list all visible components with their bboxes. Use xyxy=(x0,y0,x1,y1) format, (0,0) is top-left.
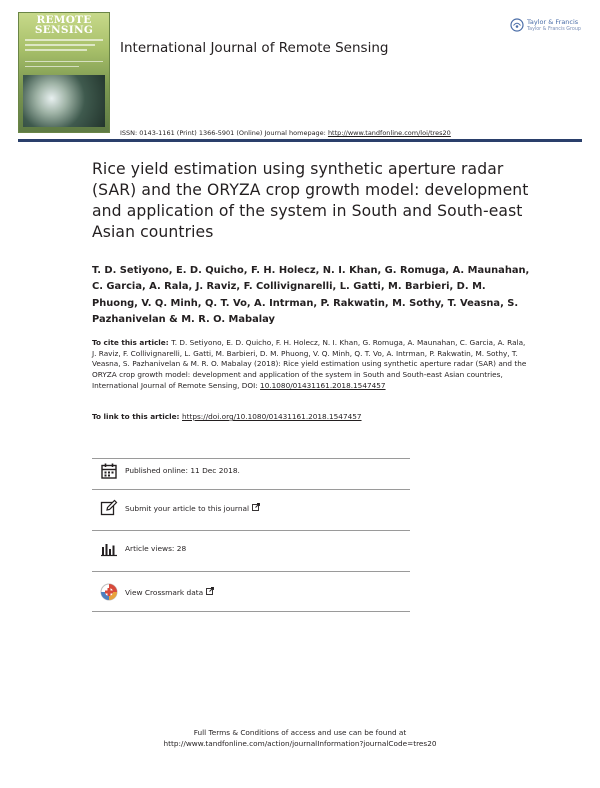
article-views: Article views: 28 xyxy=(125,544,187,553)
article-authors: T. D. Setiyono, E. D. Quicho, F. H. Holecz, N. I. Khan, G. Romuga, A. Maunahan, C. Garcia, A. Rala, J. Raviz, F. Collivignarelli, L. Gatti, M. Barbieri, D. M. Phuong, V. Q. Minh, Q. T. Vo, A. Intrman, P. Rakwatin, M. Sothy, T. Veasna, S. Pazhanivelan & M. R. O. Mabalay xyxy=(92,265,530,325)
footer-terms-link[interactable]: http://www.tandfonline.com/action/journalInformation?journalCode=tres20 xyxy=(163,739,437,748)
header-divider xyxy=(18,139,582,142)
divider xyxy=(92,530,410,531)
article-link-line xyxy=(92,412,532,421)
doi-link[interactable]: 10.1080/01431161.2018.1547457 xyxy=(260,380,386,390)
divider xyxy=(92,571,410,572)
divider xyxy=(92,611,410,612)
crossmark-link[interactable] xyxy=(125,587,214,597)
external-link-icon xyxy=(206,587,214,595)
divider xyxy=(92,458,410,459)
published-date: Published online: 11 Dec 2018. xyxy=(125,466,240,475)
article-url-link[interactable]: https://doi.org/10.1080/01431161.2018.1547457 xyxy=(182,412,362,421)
submit-article-row[interactable] xyxy=(100,499,400,519)
submit-article-label: Submit your article to this journal xyxy=(125,504,250,513)
journal-cover-image xyxy=(18,12,110,133)
publisher-group: Taylor & Francis Group xyxy=(527,27,581,32)
cover-title-line1: REMOTE xyxy=(36,14,92,26)
crossmark-icon xyxy=(100,583,118,601)
journal-title: International Journal of Remote Sensing xyxy=(120,40,389,56)
citation-text: T. D. Setiyono, E. D. Quicho, F. H. Holecz, N. I. Khan, G. Romuga, A. Maunahan, C. Garcia, A. Rala, J. Raviz, F. Collivignarelli, L. Gatti, M. Barbieri, D. M. Phuong, V. Q. Minh, Q. T. Vo, A. Intrman, P. Rakwatin, M. Sothy, T. Veasna, S. Pazhanivelan & M. R. O. Mabalay (2018): Rice yield estimation using synthetic aperture radar (SAR) and the ORYZA crop growth model: development and application of the system in South and South-east Asian countries, International Journal of Remote Sensing, DOI: xyxy=(92,338,527,390)
footer-terms: Full Terms & Conditions of access and use can be found at xyxy=(193,728,407,737)
bar-chart-icon xyxy=(100,540,118,558)
calendar-icon xyxy=(100,462,118,480)
cover-title-line2: SENSING xyxy=(34,24,94,36)
issn-text: ISSN: 0143-1161 (Print) 1366-5901 (Online) Journal homepage: xyxy=(120,129,328,137)
submit-article-link[interactable] xyxy=(125,503,260,513)
article-title: Rice yield estimation using synthetic aperture radar (SAR) and the ORYZA crop growth model: development and application of the system in South and South-east Asian countries xyxy=(92,160,529,241)
divider xyxy=(92,489,410,490)
published-row xyxy=(100,462,400,482)
article-views-row xyxy=(100,540,400,560)
journal-homepage-link[interactable]: http://www.tandfonline.com/loi/tres20 xyxy=(327,129,451,137)
link-label: To link to this article: xyxy=(92,412,183,421)
edit-icon xyxy=(100,499,118,517)
citation-block xyxy=(92,338,532,392)
publisher-logo[interactable] xyxy=(510,17,584,37)
issn-line xyxy=(120,129,451,137)
external-link-icon xyxy=(252,503,260,511)
crossmark-label: View Crossmark data xyxy=(125,588,204,597)
citation-label: To cite this article: xyxy=(92,338,172,347)
crossmark-row[interactable] xyxy=(100,583,400,603)
publisher-name: Taylor & Francis xyxy=(527,18,579,26)
publisher-logo-icon xyxy=(510,18,524,32)
